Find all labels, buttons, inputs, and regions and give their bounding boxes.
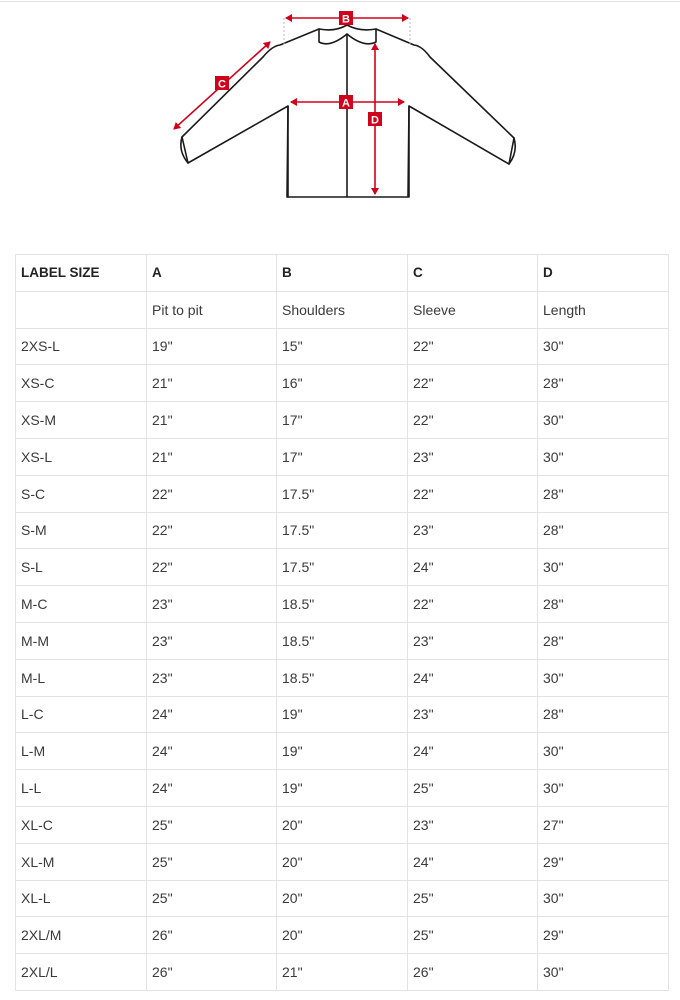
measurement-cell: 28" <box>538 696 669 733</box>
measurement-cell: 28" <box>538 622 669 659</box>
measurement-cell: 24" <box>408 733 538 770</box>
measurement-cell: 19" <box>147 328 277 365</box>
measurement-cell: 24" <box>147 733 277 770</box>
measurement-cell: 19" <box>277 733 408 770</box>
measurement-cell: 30" <box>538 659 669 696</box>
measurement-cell: 22" <box>147 512 277 549</box>
measurement-cell: 22" <box>408 402 538 439</box>
measurement-cell: 25" <box>147 880 277 917</box>
measurement-cell: 22" <box>147 475 277 512</box>
table-row <box>16 328 669 365</box>
size-label-cell: XS-L <box>16 438 147 475</box>
measurement-cell: 23" <box>147 659 277 696</box>
measurement-cell: 20" <box>277 843 408 880</box>
measure-b-label: B <box>342 13 350 26</box>
measurement-cell: 23" <box>408 622 538 659</box>
table-row <box>16 843 669 880</box>
measurement-cell: 23" <box>408 512 538 549</box>
size-label-cell: XL-M <box>16 843 147 880</box>
measurement-cell: 24" <box>408 843 538 880</box>
measurement-cell: 22" <box>408 328 538 365</box>
size-label-cell: S-M <box>16 512 147 549</box>
measurement-cell: 24" <box>408 549 538 586</box>
measurement-cell: 21" <box>147 438 277 475</box>
size-label-cell: XS-M <box>16 402 147 439</box>
description-cell <box>16 291 147 328</box>
header-label-size: LABEL SIZE <box>16 255 147 292</box>
size-label-cell: 2XL/L <box>16 954 147 991</box>
measurement-cell: 25" <box>147 806 277 843</box>
table-row <box>16 917 669 954</box>
size-label-cell: XS-C <box>16 365 147 402</box>
measurement-cell: 23" <box>408 696 538 733</box>
measurement-cell: 30" <box>538 549 669 586</box>
measurement-cell: 19" <box>277 696 408 733</box>
measurement-cell: 25" <box>408 770 538 807</box>
measurement-cell: 30" <box>538 770 669 807</box>
table-row <box>16 880 669 917</box>
measurement-cell: 21" <box>277 954 408 991</box>
measurement-cell: 18.5" <box>277 586 408 623</box>
table-row <box>16 770 669 807</box>
description-cell: Shoulders <box>277 291 408 328</box>
table-row <box>16 696 669 733</box>
measurement-cell: 23" <box>147 586 277 623</box>
measurement-cell: 29" <box>538 917 669 954</box>
description-row <box>16 291 669 328</box>
measurement-cell: 22" <box>147 549 277 586</box>
header-c: C <box>408 255 538 292</box>
measurement-cell: 25" <box>408 917 538 954</box>
measurement-cell: 17" <box>277 402 408 439</box>
table-row <box>16 806 669 843</box>
measurement-cell: 30" <box>538 328 669 365</box>
description-cell: Length <box>538 291 669 328</box>
measurement-cell: 19" <box>277 770 408 807</box>
measurement-cell: 21" <box>147 365 277 402</box>
measurement-cell: 30" <box>538 733 669 770</box>
measurement-cell: 30" <box>538 402 669 439</box>
measurement-cell: 30" <box>538 880 669 917</box>
measurement-cell: 30" <box>538 954 669 991</box>
size-label-cell: 2XS-L <box>16 328 147 365</box>
table-body <box>16 291 669 990</box>
table-row <box>16 586 669 623</box>
top-divider <box>0 1 680 2</box>
measurement-cell: 23" <box>408 438 538 475</box>
description-cell: Sleeve <box>408 291 538 328</box>
measurement-cell: 28" <box>538 586 669 623</box>
size-label-cell: M-C <box>16 586 147 623</box>
size-chart-table <box>15 254 669 991</box>
measurement-cell: 15" <box>277 328 408 365</box>
table-row <box>16 659 669 696</box>
measurement-cell: 22" <box>408 365 538 402</box>
measure-d-label: D <box>371 114 379 127</box>
measurement-cell: 20" <box>277 880 408 917</box>
measurement-cell: 23" <box>147 622 277 659</box>
jacket-outline-icon <box>160 4 520 204</box>
table-row <box>16 549 669 586</box>
measurement-cell: 21" <box>147 402 277 439</box>
table-row <box>16 365 669 402</box>
measurement-cell: 18.5" <box>277 659 408 696</box>
measurement-cell: 27" <box>538 806 669 843</box>
size-label-cell: S-C <box>16 475 147 512</box>
measurement-cell: 18.5" <box>277 622 408 659</box>
table-header-row <box>16 255 669 292</box>
table-row <box>16 512 669 549</box>
measure-c-label: C <box>218 78 226 91</box>
measurement-cell: 26" <box>408 954 538 991</box>
measurement-cell: 24" <box>408 659 538 696</box>
measurement-cell: 20" <box>277 806 408 843</box>
measurement-cell: 17.5" <box>277 549 408 586</box>
measurement-cell: 25" <box>147 843 277 880</box>
table-row <box>16 438 669 475</box>
measurement-cell: 24" <box>147 770 277 807</box>
measurement-cell: 30" <box>538 438 669 475</box>
measurement-cell: 17.5" <box>277 475 408 512</box>
measurement-cell: 28" <box>538 512 669 549</box>
measurement-cell: 20" <box>277 917 408 954</box>
measurement-cell: 16" <box>277 365 408 402</box>
header-b: B <box>277 255 408 292</box>
measurement-cell: 29" <box>538 843 669 880</box>
measurement-cell: 24" <box>147 696 277 733</box>
table-row <box>16 475 669 512</box>
description-cell: Pit to pit <box>147 291 277 328</box>
table-row <box>16 733 669 770</box>
table-row <box>16 622 669 659</box>
measurement-cell: 17" <box>277 438 408 475</box>
size-label-cell: 2XL/M <box>16 917 147 954</box>
measurement-cell: 17.5" <box>277 512 408 549</box>
size-label-cell: M-M <box>16 622 147 659</box>
measurement-cell: 22" <box>408 475 538 512</box>
measurement-cell: 26" <box>147 954 277 991</box>
table-row <box>16 402 669 439</box>
size-label-cell: XL-C <box>16 806 147 843</box>
measurement-cell: 28" <box>538 475 669 512</box>
size-label-cell: M-L <box>16 659 147 696</box>
measurement-cell: 23" <box>408 806 538 843</box>
size-label-cell: L-M <box>16 733 147 770</box>
size-label-cell: S-L <box>16 549 147 586</box>
header-d: D <box>538 255 669 292</box>
jacket-diagram <box>160 4 520 204</box>
size-label-cell: L-L <box>16 770 147 807</box>
table-row <box>16 954 669 991</box>
measurement-cell: 22" <box>408 586 538 623</box>
measurement-cell: 28" <box>538 365 669 402</box>
size-label-cell: L-C <box>16 696 147 733</box>
measure-a-label: A <box>342 97 350 110</box>
measurement-cell: 26" <box>147 917 277 954</box>
header-a: A <box>147 255 277 292</box>
measurement-cell: 25" <box>408 880 538 917</box>
size-label-cell: XL-L <box>16 880 147 917</box>
